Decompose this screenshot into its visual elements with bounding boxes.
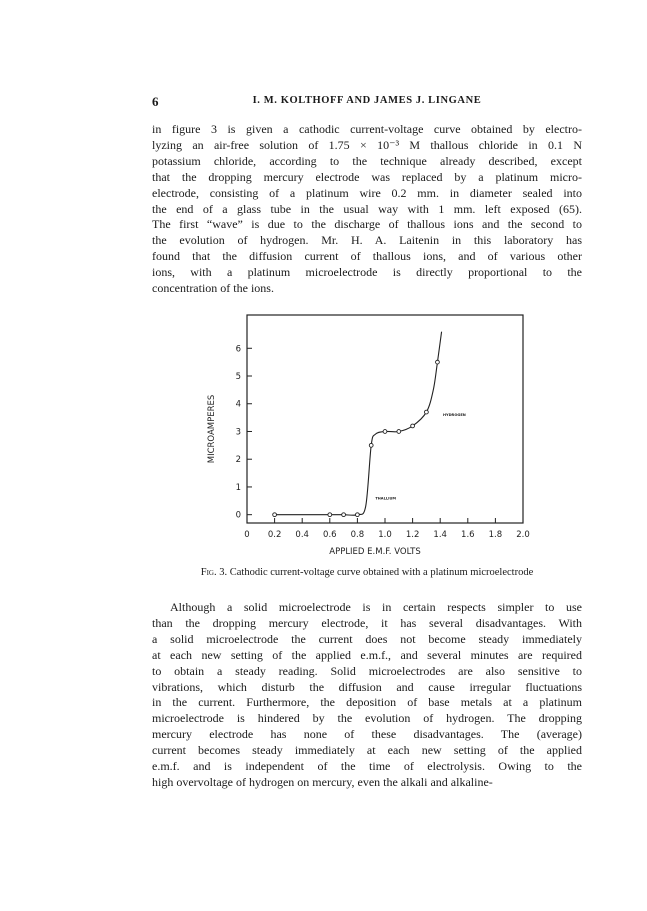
text-line: the evolution of hydrogen. Mr. H. A. Laitenin in this laboratory has [152,233,582,248]
x-tick-label: 2.0 [516,530,530,540]
data-point [397,430,401,434]
data-point [273,513,277,517]
text-line: e.m.f. and is independent of the time of electrolysis. Owing to the [152,759,582,774]
x-tick-label: 1.4 [433,530,447,540]
page-number: 6 [152,94,159,109]
text-line: Although a solid microelectrode is in certain respects simpler to use [170,600,582,614]
y-tick-label: 3 [235,427,241,438]
data-point [411,424,415,428]
text-line: the end of a glass tube in the usual way with 1 mm. left exposed (65). [152,201,582,216]
figure-3 [200,305,545,565]
data-point [436,360,440,364]
text-line: at each new setting of the applied e.m.f., and several minutes are required [152,647,582,662]
data-point [425,410,429,414]
paragraph-2 [152,600,582,791]
data-point [342,513,346,517]
data-point [356,513,360,517]
data-point [369,443,373,447]
running-header [152,94,582,110]
text-line: than the dropping mercury electrode, it has several disadvantages. With [152,615,582,630]
x-tick-label: 0.2 [267,530,282,540]
x-tick-label: 1.8 [488,530,503,540]
current-voltage-chart [200,305,545,565]
y-tick-label: 2 [235,455,241,466]
figure-caption [152,567,582,578]
text-line: microelectrode is hindered by the evolution of hydrogen. The dropping [152,711,582,726]
header-authors: I. M. KOLTHOFF AND JAMES J. LINGANE [252,95,482,106]
text-line: to obtain a steady reading. Solid microelectrodes are also sensitive to [152,663,582,678]
series-line [275,332,442,516]
x-axis-label: APPLIED E.M.F. VOLTS [329,547,421,557]
paragraph-1 [152,122,582,297]
text-line: found that the diffusion current of thallous ions, and of various other [152,249,582,264]
y-tick-label: 5 [235,372,241,383]
figure-caption-label: Fig. 3. [200,567,228,578]
x-tick-label: 1.6 [461,530,475,540]
text-line: concentration of the ions. [152,281,274,296]
figure-caption-text: Cathodic current-voltage curve obtained with a platinum microelectrode [227,567,534,578]
annotation-thallium: THALLIUM [375,496,396,501]
annotation-hydrogen: HYDROGEN [442,413,466,418]
y-tick-label: 4 [235,399,241,410]
text-line: high overvoltage of hydrogen on mercury, even the alkali and alkaline- [152,774,493,789]
y-tick-label: 0 [235,510,241,521]
y-axis-label: MICROAMPERES [207,394,217,464]
x-tick-label: 0.8 [350,530,365,540]
text-line: vibrations, which disturb the diffusion and cause irregular fluctuations [152,679,582,694]
text-line: potassium chloride, according to the technique already described, except [152,153,582,168]
x-tick-label: 0.6 [323,530,337,540]
x-tick-label: 1.0 [378,530,392,540]
x-tick-label: 1.2 [405,530,420,540]
y-tick-label: 1 [235,482,241,493]
data-point [383,430,387,434]
x-tick-label: 0.4 [295,530,309,540]
text-line: The first “wave” is due to the discharge of thallous ions and the second to [152,217,582,232]
text-line: in the current. Furthermore, the deposition of base metals at a platinum [152,695,582,710]
text-line: current becomes steady immediately at each new setting of the applied [152,743,582,758]
text-line: in figure 3 is given a cathodic current-voltage curve obtained by electro- [152,122,582,136]
text-line: mercury electrode has none of these disadvantages. The (average) [152,727,582,742]
plot-frame [247,315,523,523]
text-line: ions, with a platinum microelectrode is directly proportional to the [152,265,582,280]
text-line: a solid microelectrode the current does not become steady immediately [152,631,582,646]
x-tick-label: 0 [244,530,250,540]
text-line: lyzing an air-free solution of 1.75 × 10⁻³ M thallous chloride in 0.1 N [152,137,582,152]
text-line: that the dropping mercury electrode was replaced by a platinum micro- [152,169,582,184]
y-tick-label: 6 [235,344,241,355]
data-point [328,513,332,517]
text-line: electrode, consisting of a platinum wire 0.2 mm. in diameter sealed into [152,185,582,200]
